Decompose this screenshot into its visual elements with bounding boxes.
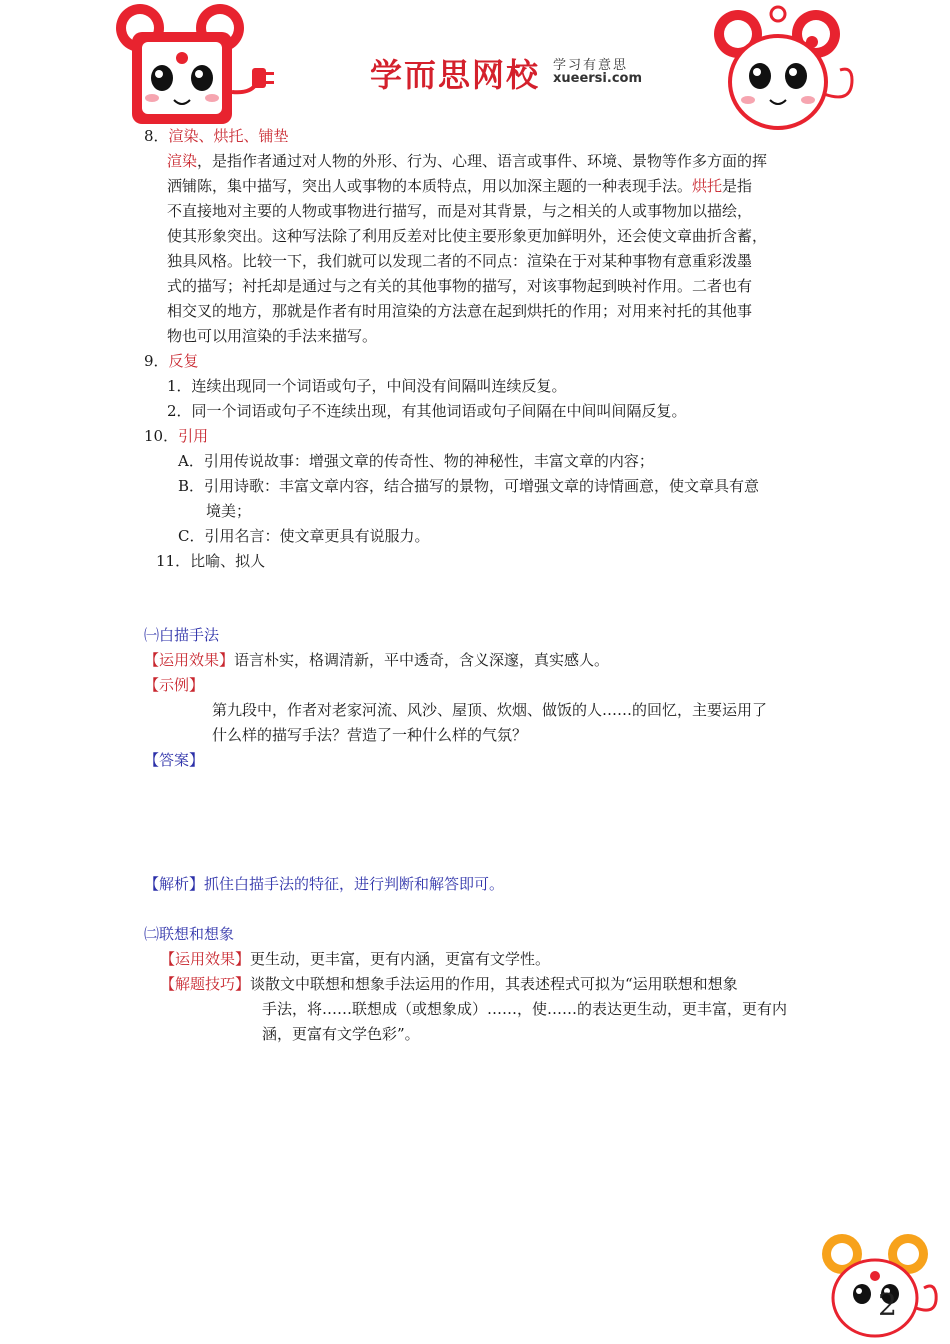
effect-text: 语言朴实，格调清新，平中透奇，含义深邃，真实感人。 bbox=[234, 651, 610, 669]
section-10-number: 10． bbox=[144, 427, 179, 445]
section-9-heading bbox=[144, 349, 199, 374]
brand-slogan: 学习有意思 bbox=[553, 58, 629, 73]
answer-label: 【答案】 bbox=[144, 751, 205, 769]
section-10-item-a: A．引用传说故事：增强文章的传奇性、物的神秘性，丰富文章的内容； bbox=[178, 452, 654, 470]
section-8-line-6: 式的描写；衬托却是通过与之有关的其他事物的描写，对该事物起到映衬作用。二者也有 bbox=[167, 277, 753, 295]
section-8-text: 是指 bbox=[722, 177, 753, 195]
section-8-text: ，是指作者通过对人物的外形、行为、心理、语言或事件、环境、景物等作多方面的挥 bbox=[197, 152, 768, 170]
section-11-heading: 11．比喻、拟人 bbox=[156, 552, 266, 570]
section-8-line-1 bbox=[167, 149, 767, 174]
tips-line-2: 手法，将……联想成（或想象成）……，使……的表达更生动，更丰富，更有内 bbox=[262, 1000, 788, 1018]
section-8-heading bbox=[144, 124, 289, 149]
section-8-line-2 bbox=[167, 174, 752, 199]
section-8-line-8: 物也可以用渲染的手法来描写。 bbox=[167, 327, 378, 345]
part-1-effect bbox=[144, 648, 609, 673]
section-9-number: 9． bbox=[144, 352, 169, 370]
analysis-text: 抓住白描手法的特征，进行判断和解答即可。 bbox=[204, 875, 505, 893]
brand-name: 学而思网校 bbox=[370, 56, 541, 94]
effect-label: 【运用效果】 bbox=[160, 950, 251, 968]
part-2-effect bbox=[160, 947, 550, 972]
section-8-line-3: 不直接地对主要的人物或事物进行描写，而是对其背景，与之相关的人或事物加以描绘， bbox=[167, 202, 753, 220]
section-9-item-1: 1．连续出现同一个词语或句子，中间没有间隔叫连续反复。 bbox=[167, 377, 567, 395]
analysis-label: 【解析】 bbox=[144, 875, 205, 893]
section-8-line-4: 使其形象突出。这种写法除了利用反差对比使主要形象更加鲜明外，还会使文章曲折含蓄， bbox=[167, 227, 768, 245]
page-number: 2 bbox=[878, 1288, 898, 1323]
example-line-2: 什么样的描写手法？营造了一种什么样的气氛？ bbox=[212, 726, 528, 744]
effect-label: 【运用效果】 bbox=[144, 651, 235, 669]
part-2-tips bbox=[160, 972, 738, 997]
section-10-item-b: B．引用诗歌：丰富文章内容，结合描写的景物，可增强文章的诗情画意，使文章具有意 bbox=[178, 477, 760, 495]
mascot-footer-icon bbox=[820, 1232, 948, 1342]
example-line-1: 第九段中，作者对老家河流、风沙、屋顶、炊烟、做饭的人……的回忆，主要运用了 bbox=[212, 701, 768, 719]
tips-line-3: 涵，更富有文学色彩”。 bbox=[262, 1025, 420, 1043]
term-xuanran: 渲染 bbox=[167, 152, 198, 170]
section-8-number: 8． bbox=[144, 127, 169, 145]
section-8-line-5: 独具风格。比较一下，我们就可以发现二者的不同点：渲染在于对某种事物有意重彩泼墨 bbox=[167, 252, 753, 270]
mascot-left-icon bbox=[112, 2, 282, 130]
section-10-title: 引用 bbox=[178, 427, 209, 445]
section-8-line-7: 相交叉的地方，那就是作者有时用渲染的方法意在起到烘托的作用；对用来衬托的其他事 bbox=[167, 302, 753, 320]
example-label: 【示例】 bbox=[144, 676, 205, 694]
analysis bbox=[144, 872, 504, 897]
tips-label: 【解题技巧】 bbox=[160, 975, 251, 993]
section-9-title: 反复 bbox=[168, 352, 199, 370]
brand-domain: xueersi.com bbox=[553, 71, 643, 86]
brand-logo bbox=[370, 50, 643, 96]
section-8-text: 洒铺陈，集中描写，突出人或事物的本质特点，用以加深主题的一种表现手法。 bbox=[167, 177, 693, 195]
tips-line-1: 谈散文中联想和想象手法运用的作用，其表述程式可拟为“运用联想和想象 bbox=[250, 975, 738, 993]
term-hongtuo: 烘托 bbox=[692, 177, 723, 195]
section-10-item-b-cont: 境美； bbox=[206, 502, 252, 520]
section-8-title: 渲染、烘托、铺垫 bbox=[168, 127, 289, 145]
part-1-heading: ㈠白描手法 bbox=[144, 626, 220, 644]
section-10-item-c: C．引用名言：使文章更具有说服力。 bbox=[178, 527, 430, 545]
mascot-right-icon bbox=[712, 4, 872, 134]
effect-text: 更生动，更丰富，更有内涵，更富有文学性。 bbox=[250, 950, 551, 968]
section-9-item-2: 2．同一个词语或句子不连续出现，有其他词语或句子间隔在中间叫间隔反复。 bbox=[167, 402, 687, 420]
section-10-heading bbox=[144, 424, 208, 449]
part-2-heading: ㈡联想和想象 bbox=[144, 925, 235, 943]
